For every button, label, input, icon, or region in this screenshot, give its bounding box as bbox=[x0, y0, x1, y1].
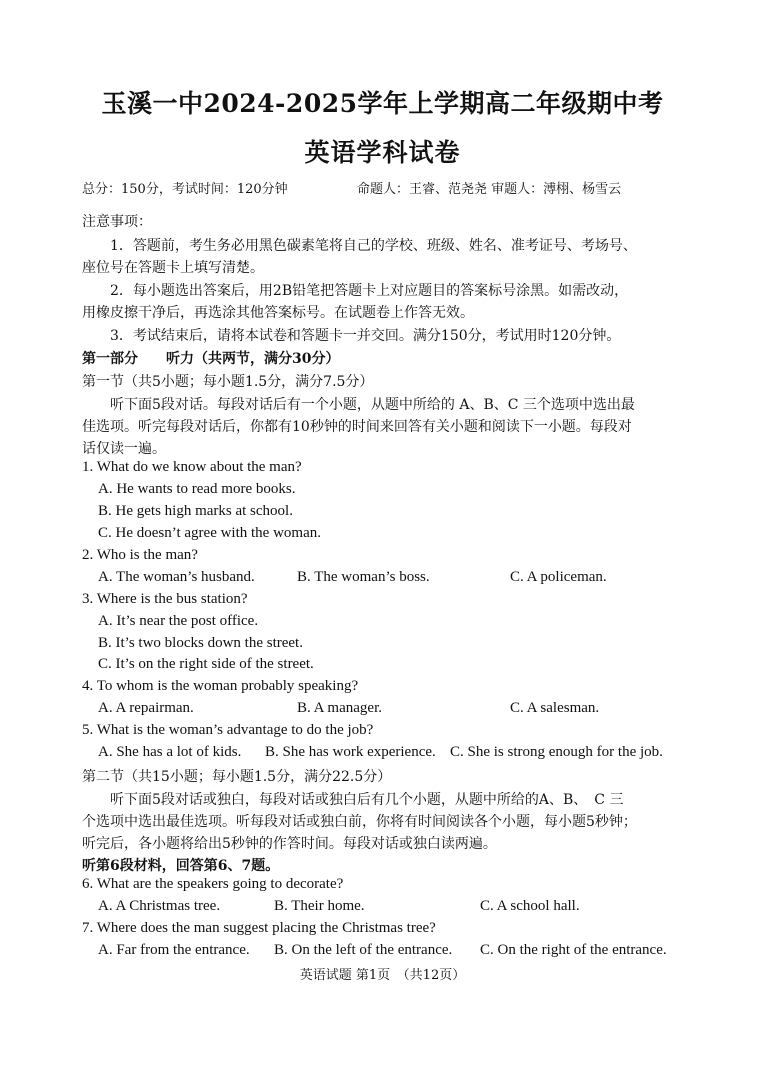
question-7-option-c: C. On the right of the entrance. bbox=[480, 942, 667, 958]
question-1-stem: 1. What do we know about the man? bbox=[82, 459, 302, 475]
question-7-option-a: A. Far from the entrance. bbox=[98, 942, 250, 958]
question-5-option-b: B. She has work experience. bbox=[265, 744, 436, 760]
exam-authors: 命题人：王睿、范尧尧 审题人：溥栩、杨雪云 bbox=[357, 182, 622, 197]
question-6-stem: 6. What are the speakers going to decorate? bbox=[82, 876, 344, 892]
question-3-option-c: C. It’s on the right side of the street. bbox=[98, 656, 314, 672]
question-2-option-a: A. The woman’s husband. bbox=[98, 569, 255, 585]
question-4-option-a: A. A repairman. bbox=[98, 700, 194, 716]
question-4-option-b: B. A manager. bbox=[297, 700, 382, 716]
notice-item-2-line-1: 2．每小题选出答案后，用2B铅笔把答题卡上对应题目的答案标号涂黑。如需改动， bbox=[110, 283, 629, 299]
question-2-option-c: C. A policeman. bbox=[510, 569, 607, 585]
section1-instruction-line-3: 话仅读一遍。 bbox=[82, 441, 166, 457]
question-2-option-b: B. The woman’s boss. bbox=[297, 569, 430, 585]
question-4-stem: 4. To whom is the woman probably speaking? bbox=[82, 678, 359, 694]
part1-heading: 第一部分 听力（共两节，满分30分） bbox=[82, 351, 340, 367]
exam-subtitle: 英语学科试卷 bbox=[304, 138, 461, 167]
question-6-option-b: B. Their home. bbox=[274, 898, 365, 914]
notice-heading: 注意事项： bbox=[82, 214, 152, 230]
exam-title: 玉溪一中2024-2025学年上学期高二年级期中考 bbox=[101, 89, 664, 118]
question-6-option-c: C. A school hall. bbox=[480, 898, 580, 914]
notice-item-2-line-2: 用橡皮擦干净后，再选涂其他答案标号。在试题卷上作答无效。 bbox=[82, 305, 474, 321]
section1-instruction-line-1: 听下面5段对话。每段对话后有一个小题，从题中所给的 A、B、C 三个选项中选出最 bbox=[110, 397, 635, 413]
section1-heading: 第一节（共5小题；每小题1.5分，满分7.5分） bbox=[82, 374, 374, 390]
question-5-option-c: C. She is strong enough for the job. bbox=[450, 744, 663, 760]
section1-instruction-line-2: 佳选项。听完每段对话后，你都有10秒钟的时间来回答有关小题和阅读下一小题。每段对 bbox=[82, 419, 632, 435]
question-7-option-b: B. On the left of the entrance. bbox=[274, 942, 453, 958]
section2-heading: 第二节（共15小题；每小题1.5分，满分22.5分） bbox=[82, 769, 392, 785]
exam-meta: 总分：150分，考试时间：120分钟 bbox=[82, 182, 288, 197]
question-4-option-c: C. A salesman. bbox=[510, 700, 600, 716]
question-1-option-a: A. He wants to read more books. bbox=[98, 481, 296, 497]
material-6-heading: 听第6段材料，回答第6、7题。 bbox=[82, 858, 280, 874]
question-1-option-c: C. He doesn’t agree with the woman. bbox=[98, 525, 322, 541]
question-3-option-a: A. It’s near the post office. bbox=[98, 613, 259, 629]
section2-instruction-line-1: 听下面5段对话或独白，每段对话或独白后有几个小题，从题中所给的A、B、 C 三 bbox=[110, 792, 624, 808]
question-2-stem: 2. Who is the man? bbox=[82, 547, 198, 563]
page-footer: 英语试题 第1页 （共12页） bbox=[299, 968, 466, 983]
question-3-option-b: B. It’s two blocks down the street. bbox=[98, 635, 303, 651]
question-3-stem: 3. Where is the bus station? bbox=[82, 591, 248, 607]
question-1-option-b: B. He gets high marks at school. bbox=[98, 503, 293, 519]
question-6-option-a: A. A Christmas tree. bbox=[98, 898, 221, 914]
notice-item-1-line-2: 座位号在答题卡上填写清楚。 bbox=[82, 260, 264, 276]
notice-item-1-line-1: 1．答题前，考生务必用黑色碳素笔将自己的学校、班级、姓名、准考证号、考场号、 bbox=[110, 238, 637, 254]
section2-instruction-line-2: 个选项中选出最佳选项。听每段对话或独白前，你将有时间阅读各个小题，每小题5秒钟； bbox=[82, 814, 637, 830]
question-5-stem: 5. What is the woman’s advantage to do the job? bbox=[82, 722, 374, 738]
section2-instruction-line-3: 听完后，各小题将给出5秒钟的作答时间。每段对话或独白读两遍。 bbox=[82, 836, 497, 852]
notice-item-3: 3．考试结束后，请将本试卷和答题卡一并交回。满分150分，考试用时120分钟。 bbox=[110, 328, 621, 344]
question-7-stem: 7. Where does the man suggest placing the Christmas tree? bbox=[82, 920, 436, 936]
question-5-option-a: A. She has a lot of kids. bbox=[98, 744, 242, 760]
